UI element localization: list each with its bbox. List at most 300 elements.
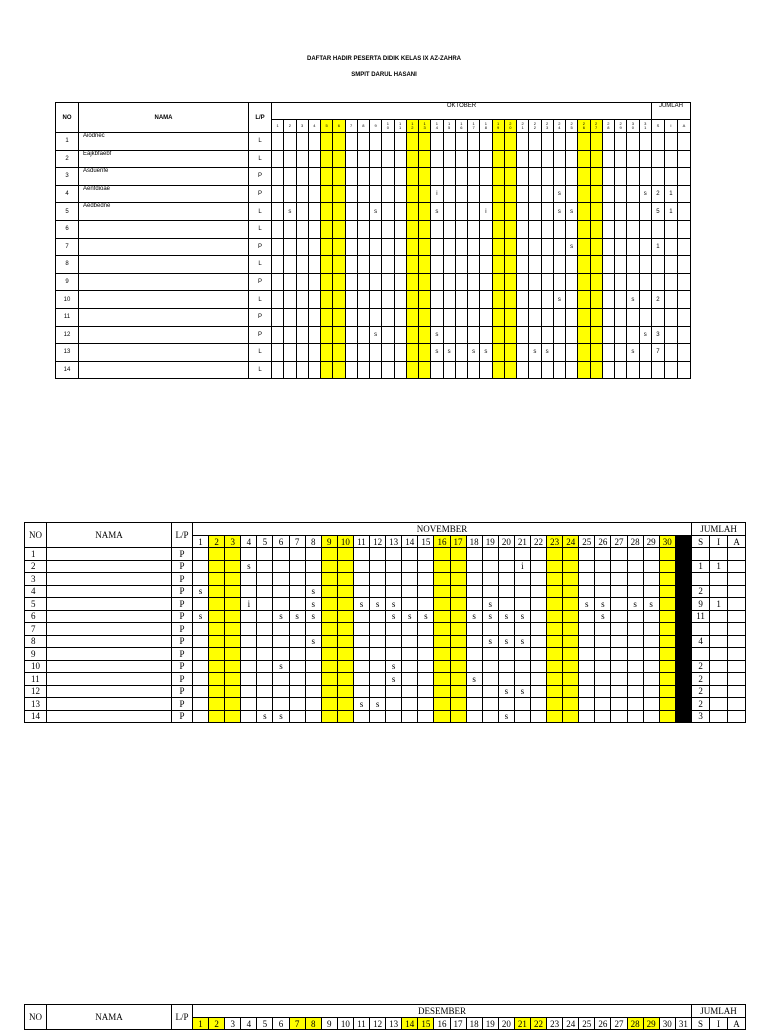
attendance-cell: s — [386, 673, 402, 686]
attendance-cell — [370, 660, 386, 673]
attendance-cell — [394, 133, 406, 151]
attendance-cell — [639, 133, 651, 151]
student-no: 5 — [25, 598, 47, 611]
day-header-29: 2 9 — [615, 120, 627, 133]
student-name — [79, 273, 249, 291]
attendance-cell — [406, 273, 418, 291]
attendance-cell — [370, 361, 382, 379]
attendance-cell — [431, 273, 443, 291]
attendance-cell — [209, 623, 225, 636]
attendance-cell — [345, 168, 357, 186]
student-gender: P — [172, 548, 193, 561]
attendance-cell — [541, 203, 553, 221]
attendance-cell — [563, 560, 579, 573]
attendance-cell — [209, 685, 225, 698]
jumlah-a — [677, 344, 690, 362]
attendance-cell — [627, 238, 639, 256]
attendance-cell: s — [627, 598, 643, 611]
jumlah-i — [710, 548, 728, 561]
attendance-cell — [541, 291, 553, 309]
student-gender: P — [172, 710, 193, 723]
attendance-cell — [308, 291, 320, 309]
attendance-cell — [578, 238, 590, 256]
day-header-3: 3 — [225, 536, 241, 548]
attendance-cell — [273, 635, 289, 648]
attendance-cell — [333, 344, 345, 362]
attendance-cell — [308, 273, 320, 291]
november-attendance-table — [24, 522, 746, 723]
attendance-cell — [602, 291, 614, 309]
attendance-cell — [627, 573, 643, 586]
attendance-cell — [273, 685, 289, 698]
attendance-cell — [272, 326, 284, 344]
attendance-cell — [357, 168, 369, 186]
attendance-cell — [590, 220, 602, 238]
jumlah-i: 1 — [664, 203, 677, 221]
attendance-cell — [602, 344, 614, 362]
attendance-cell — [382, 168, 394, 186]
attendance-cell — [482, 685, 498, 698]
attendance-cell — [209, 598, 225, 611]
jumlah-i — [664, 150, 677, 168]
attendance-cell — [296, 238, 308, 256]
attendance-cell — [590, 326, 602, 344]
jumlah-s: 4 — [692, 635, 710, 648]
attendance-cell — [337, 623, 353, 636]
jumlah-a — [728, 598, 746, 611]
attendance-cell — [431, 308, 443, 326]
jumlah-a — [728, 560, 746, 573]
attendance-cell — [578, 344, 590, 362]
attendance-cell — [305, 698, 321, 711]
attendance-cell — [418, 598, 434, 611]
attendance-cell — [450, 548, 466, 561]
attendance-cell: s — [553, 185, 565, 203]
attendance-cell — [675, 610, 691, 623]
attendance-cell — [357, 185, 369, 203]
attendance-cell — [418, 548, 434, 561]
attendance-cell — [639, 150, 651, 168]
student-no: 1 — [56, 133, 79, 151]
day-header-24: 2 4 — [553, 120, 565, 133]
month-label: NOVEMBER — [193, 523, 692, 536]
attendance-cell — [553, 238, 565, 256]
attendance-cell — [492, 273, 504, 291]
jumlah-s: 2 — [692, 585, 710, 598]
attendance-cell — [541, 308, 553, 326]
day-header-24: 24 — [563, 1018, 579, 1030]
day-header-17: 17 — [450, 1018, 466, 1030]
student-no: 10 — [25, 660, 47, 673]
attendance-cell — [627, 326, 639, 344]
attendance-cell — [514, 623, 530, 636]
day-header-13: 13 — [386, 1018, 402, 1030]
attendance-cell: s — [370, 598, 386, 611]
attendance-cell — [225, 548, 241, 561]
student-gender: L — [249, 150, 272, 168]
attendance-cell — [627, 610, 643, 623]
attendance-cell: s — [273, 710, 289, 723]
student-no: 12 — [56, 326, 79, 344]
jumlah-s: 1 — [651, 238, 664, 256]
jumlah-s: 1 — [692, 560, 710, 573]
attendance-cell — [611, 660, 627, 673]
attendance-cell — [419, 344, 431, 362]
attendance-cell — [602, 150, 614, 168]
attendance-cell — [225, 610, 241, 623]
attendance-cell — [257, 585, 273, 598]
jumlah-subheader-s: S — [692, 1018, 710, 1030]
jumlah-i — [664, 326, 677, 344]
attendance-cell — [578, 291, 590, 309]
attendance-cell — [321, 256, 333, 274]
attendance-cell — [443, 150, 455, 168]
attendance-cell — [434, 635, 450, 648]
attendance-cell: s — [193, 585, 209, 598]
student-row — [56, 133, 691, 151]
attendance-cell — [419, 203, 431, 221]
attendance-cell — [530, 673, 546, 686]
student-name — [79, 291, 249, 309]
day-header-1: 1 — [193, 1018, 209, 1030]
attendance-cell — [590, 238, 602, 256]
attendance-cell — [402, 560, 418, 573]
attendance-cell — [296, 220, 308, 238]
attendance-cell — [468, 326, 480, 344]
attendance-cell — [434, 598, 450, 611]
attendance-cell — [386, 698, 402, 711]
attendance-cell — [289, 635, 305, 648]
attendance-cell — [643, 610, 659, 623]
attendance-cell — [394, 256, 406, 274]
attendance-cell — [193, 573, 209, 586]
attendance-cell — [563, 698, 579, 711]
attendance-cell — [386, 685, 402, 698]
attendance-cell — [504, 308, 516, 326]
attendance-cell — [418, 710, 434, 723]
attendance-cell — [480, 326, 492, 344]
attendance-cell — [308, 361, 320, 379]
attendance-cell: s — [541, 344, 553, 362]
attendance-cell — [615, 168, 627, 186]
attendance-cell — [431, 238, 443, 256]
attendance-cell — [345, 308, 357, 326]
attendance-cell: s — [353, 698, 369, 711]
attendance-cell — [563, 585, 579, 598]
day-header-22: 22 — [530, 1018, 546, 1030]
attendance-cell — [517, 256, 529, 274]
attendance-cell — [563, 635, 579, 648]
attendance-cell — [602, 256, 614, 274]
day-header-7: 7 — [345, 120, 357, 133]
attendance-cell — [345, 220, 357, 238]
attendance-cell — [498, 648, 514, 661]
attendance-cell — [529, 238, 541, 256]
jumlah-s: 5 — [651, 203, 664, 221]
student-name — [47, 673, 172, 686]
day-header-18: 18 — [466, 536, 482, 548]
attendance-cell — [345, 203, 357, 221]
attendance-cell — [419, 273, 431, 291]
jumlah-i: 1 — [710, 598, 728, 611]
attendance-cell — [418, 635, 434, 648]
attendance-cell — [675, 623, 691, 636]
student-no: 14 — [56, 361, 79, 379]
jumlah-i — [664, 361, 677, 379]
attendance-cell — [357, 291, 369, 309]
jumlah-i — [664, 308, 677, 326]
attendance-cell — [504, 168, 516, 186]
jumlah-a — [728, 635, 746, 648]
attendance-cell — [273, 698, 289, 711]
attendance-cell — [321, 185, 333, 203]
attendance-cell — [659, 623, 675, 636]
student-gender: P — [172, 610, 193, 623]
student-row — [25, 698, 746, 711]
attendance-cell — [504, 344, 516, 362]
student-name — [79, 308, 249, 326]
attendance-cell — [639, 238, 651, 256]
attendance-cell — [639, 220, 651, 238]
attendance-cell — [492, 308, 504, 326]
attendance-cell — [296, 344, 308, 362]
attendance-cell — [321, 573, 337, 586]
attendance-cell — [382, 133, 394, 151]
jumlah-i — [710, 660, 728, 673]
attendance-cell — [434, 685, 450, 698]
attendance-cell — [492, 256, 504, 274]
attendance-cell — [406, 203, 418, 221]
attendance-cell: s — [386, 598, 402, 611]
attendance-cell — [273, 673, 289, 686]
attendance-cell — [419, 220, 431, 238]
attendance-cell — [321, 598, 337, 611]
attendance-cell — [209, 648, 225, 661]
attendance-cell — [370, 648, 386, 661]
attendance-cell — [611, 673, 627, 686]
attendance-cell — [450, 623, 466, 636]
attendance-cell — [321, 685, 337, 698]
attendance-cell — [602, 133, 614, 151]
attendance-cell — [337, 685, 353, 698]
attendance-cell — [257, 598, 273, 611]
attendance-cell — [402, 585, 418, 598]
day-header-27: 2 7 — [590, 120, 602, 133]
attendance-cell — [305, 573, 321, 586]
student-row — [56, 256, 691, 274]
attendance-cell: s — [498, 635, 514, 648]
jumlah-i — [710, 610, 728, 623]
header-row — [56, 103, 691, 120]
jumlah-s — [692, 623, 710, 636]
attendance-cell — [353, 685, 369, 698]
attendance-cell — [296, 150, 308, 168]
attendance-cell: s — [289, 610, 305, 623]
day-header-8: 8 — [305, 1018, 321, 1030]
attendance-cell — [450, 698, 466, 711]
attendance-cell — [578, 308, 590, 326]
jumlah-subheader-i: I — [710, 536, 728, 548]
attendance-cell — [333, 361, 345, 379]
attendance-cell — [370, 185, 382, 203]
attendance-cell: s — [529, 344, 541, 362]
attendance-cell — [504, 133, 516, 151]
attendance-cell — [578, 361, 590, 379]
attendance-cell — [517, 344, 529, 362]
student-row — [56, 238, 691, 256]
attendance-cell — [566, 256, 578, 274]
attendance-cell — [468, 291, 480, 309]
attendance-cell — [498, 573, 514, 586]
attendance-cell — [627, 560, 643, 573]
jumlah-subheader-i: I — [710, 1018, 728, 1030]
student-name — [79, 361, 249, 379]
student-row — [25, 560, 746, 573]
attendance-cell — [480, 238, 492, 256]
attendance-cell — [402, 648, 418, 661]
attendance-cell — [193, 648, 209, 661]
attendance-cell — [553, 326, 565, 344]
attendance-cell — [382, 185, 394, 203]
attendance-cell — [498, 623, 514, 636]
attendance-cell — [529, 168, 541, 186]
attendance-cell — [611, 598, 627, 611]
jumlah-i — [664, 273, 677, 291]
student-no: 10 — [56, 291, 79, 309]
attendance-cell — [308, 326, 320, 344]
attendance-cell — [321, 673, 337, 686]
attendance-cell — [529, 220, 541, 238]
attendance-cell — [418, 698, 434, 711]
attendance-cell — [241, 573, 257, 586]
attendance-cell — [595, 573, 611, 586]
jumlah-a — [677, 220, 690, 238]
student-gender: P — [172, 623, 193, 636]
attendance-cell — [272, 344, 284, 362]
attendance-cell — [394, 150, 406, 168]
student-row — [25, 635, 746, 648]
student-row — [25, 648, 746, 661]
attendance-cell: s — [402, 610, 418, 623]
attendance-cell — [353, 635, 369, 648]
attendance-cell — [595, 660, 611, 673]
attendance-cell — [675, 598, 691, 611]
attendance-cell — [566, 326, 578, 344]
attendance-cell — [530, 660, 546, 673]
attendance-cell — [602, 361, 614, 379]
attendance-cell — [530, 698, 546, 711]
attendance-cell — [602, 168, 614, 186]
student-no: 4 — [56, 185, 79, 203]
attendance-cell — [579, 698, 595, 711]
day-header-30: 30 — [659, 1018, 675, 1030]
attendance-cell — [382, 238, 394, 256]
day-header-19: 19 — [482, 536, 498, 548]
attendance-cell — [321, 150, 333, 168]
student-gender: P — [172, 598, 193, 611]
attendance-cell — [529, 308, 541, 326]
attendance-cell — [541, 150, 553, 168]
attendance-cell — [659, 698, 675, 711]
student-row — [56, 273, 691, 291]
attendance-cell — [443, 185, 455, 203]
attendance-cell — [386, 573, 402, 586]
attendance-cell — [418, 648, 434, 661]
attendance-cell — [321, 133, 333, 151]
attendance-cell: s — [305, 598, 321, 611]
attendance-cell — [530, 648, 546, 661]
attendance-cell — [482, 560, 498, 573]
attendance-cell: s — [466, 673, 482, 686]
attendance-cell: i — [514, 560, 530, 573]
attendance-cell — [627, 133, 639, 151]
attendance-cell — [504, 238, 516, 256]
attendance-cell — [305, 660, 321, 673]
attendance-cell — [590, 308, 602, 326]
attendance-cell: s — [553, 203, 565, 221]
student-gender: L — [249, 361, 272, 379]
attendance-cell: s — [353, 598, 369, 611]
day-header-25: 25 — [579, 1018, 595, 1030]
attendance-cell — [466, 635, 482, 648]
student-row — [25, 573, 746, 586]
attendance-cell — [466, 573, 482, 586]
school-name: SMPIT DARUL HASANI — [351, 72, 417, 78]
jumlah-i — [664, 220, 677, 238]
student-row — [25, 623, 746, 636]
attendance-cell — [394, 273, 406, 291]
attendance-cell — [498, 660, 514, 673]
attendance-cell — [357, 273, 369, 291]
attendance-cell — [418, 573, 434, 586]
attendance-cell: s — [498, 685, 514, 698]
attendance-cell — [529, 133, 541, 151]
student-no: 11 — [56, 308, 79, 326]
attendance-cell — [406, 291, 418, 309]
day-header-23: 23 — [547, 1018, 563, 1030]
attendance-cell — [611, 685, 627, 698]
attendance-cell — [431, 150, 443, 168]
attendance-cell — [466, 585, 482, 598]
col-header-jumlah: JUMLAH — [651, 103, 690, 120]
attendance-cell — [566, 291, 578, 309]
attendance-cell — [257, 648, 273, 661]
student-name — [47, 698, 172, 711]
attendance-cell — [434, 660, 450, 673]
attendance-cell — [337, 610, 353, 623]
attendance-cell — [466, 685, 482, 698]
attendance-cell — [450, 635, 466, 648]
attendance-cell — [257, 610, 273, 623]
attendance-cell — [443, 326, 455, 344]
attendance-cell — [370, 635, 386, 648]
attendance-cell — [337, 673, 353, 686]
attendance-cell — [578, 185, 590, 203]
attendance-cell — [615, 220, 627, 238]
day-header-4: 4 — [241, 536, 257, 548]
attendance-cell — [563, 648, 579, 661]
december-attendance-table — [24, 1004, 746, 1030]
day-header-11: 1 1 — [394, 120, 406, 133]
attendance-cell — [284, 308, 296, 326]
jumlah-s — [651, 256, 664, 274]
student-no: 9 — [56, 273, 79, 291]
attendance-cell — [289, 548, 305, 561]
attendance-cell — [209, 698, 225, 711]
attendance-cell — [578, 168, 590, 186]
attendance-cell — [431, 291, 443, 309]
attendance-cell — [386, 623, 402, 636]
